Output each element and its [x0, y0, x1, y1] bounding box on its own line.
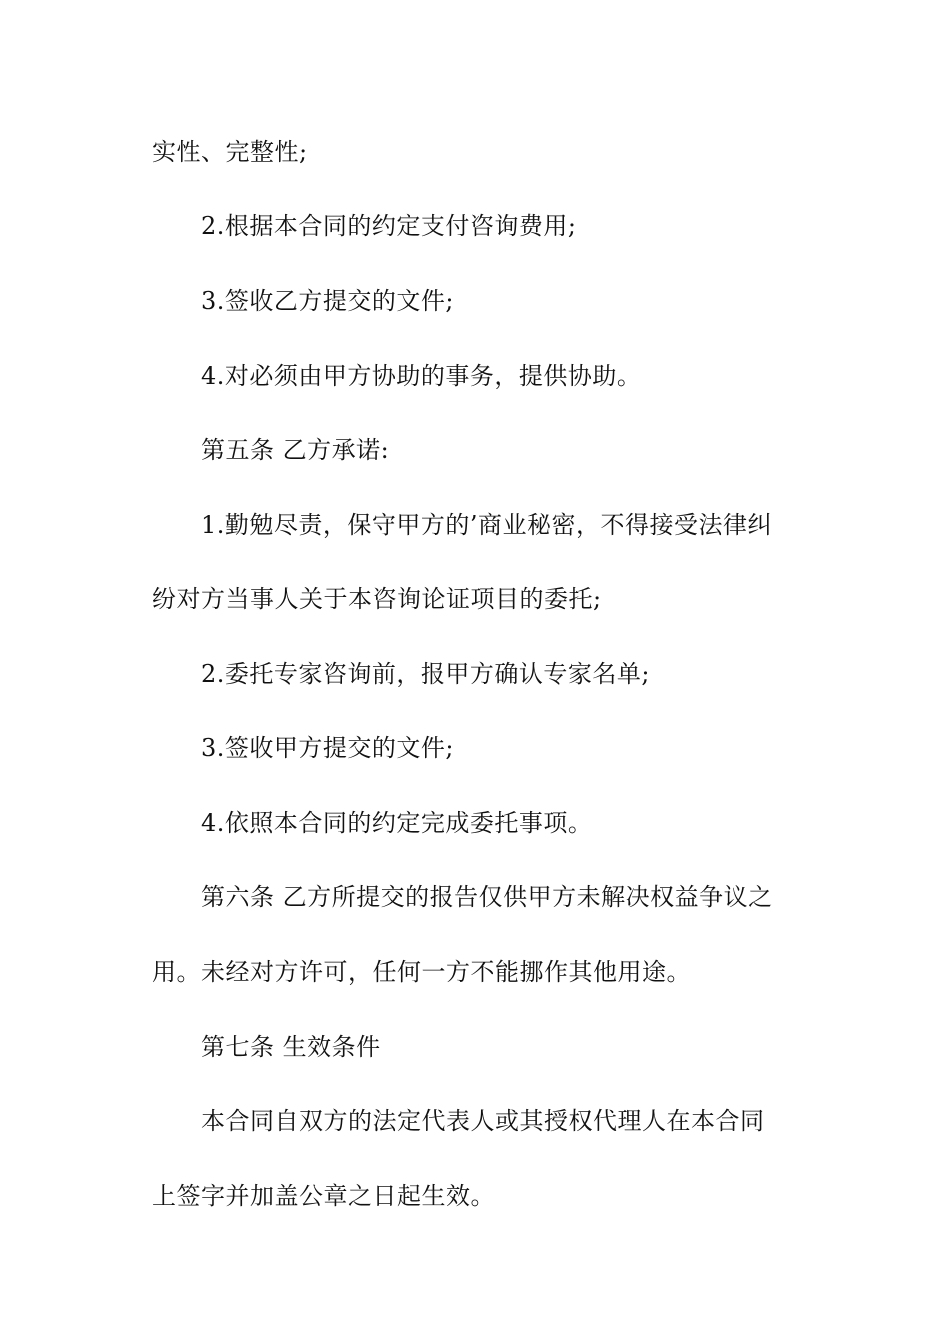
paragraph-line-6: 1.勤勉尽责，保守甲方的’商业秘密，不得接受法律纠	[201, 511, 773, 539]
paragraph-line-1: 实性、完整性;	[152, 138, 308, 166]
paragraph-line-8: 2.委托专家咨询前，报甲方确认专家名单;	[201, 660, 650, 688]
paragraph-line-15: 上签字并加盖公章之日起生效。	[152, 1182, 495, 1210]
paragraph-line-3: 3.签收乙方提交的文件;	[201, 287, 454, 315]
paragraph-line-10: 4.依照本合同的约定完成委托事项。	[201, 809, 593, 837]
paragraph-line-14: 本合同自双方的法定代表人或其授权代理人在本合同	[201, 1107, 765, 1135]
paragraph-line-12: 用。未经对方许可，任何一方不能挪作其他用途。	[152, 958, 691, 986]
paragraph-line-4: 4.对必须由甲方协助的事务，提供协助。	[201, 362, 642, 390]
article-heading-5: 第五条 乙方承诺:	[201, 436, 390, 464]
paragraph-line-7: 纷对方当事人关于本咨询论证项目的委托;	[152, 585, 602, 613]
paragraph-line-2: 2.根据本合同的约定支付咨询费用;	[201, 212, 577, 240]
article-heading-6: 第六条 乙方所提交的报告仅供甲方未解决权益争议之	[201, 883, 773, 911]
article-heading-7: 第七条 生效条件	[201, 1033, 381, 1061]
paragraph-line-9: 3.签收甲方提交的文件;	[201, 734, 454, 762]
